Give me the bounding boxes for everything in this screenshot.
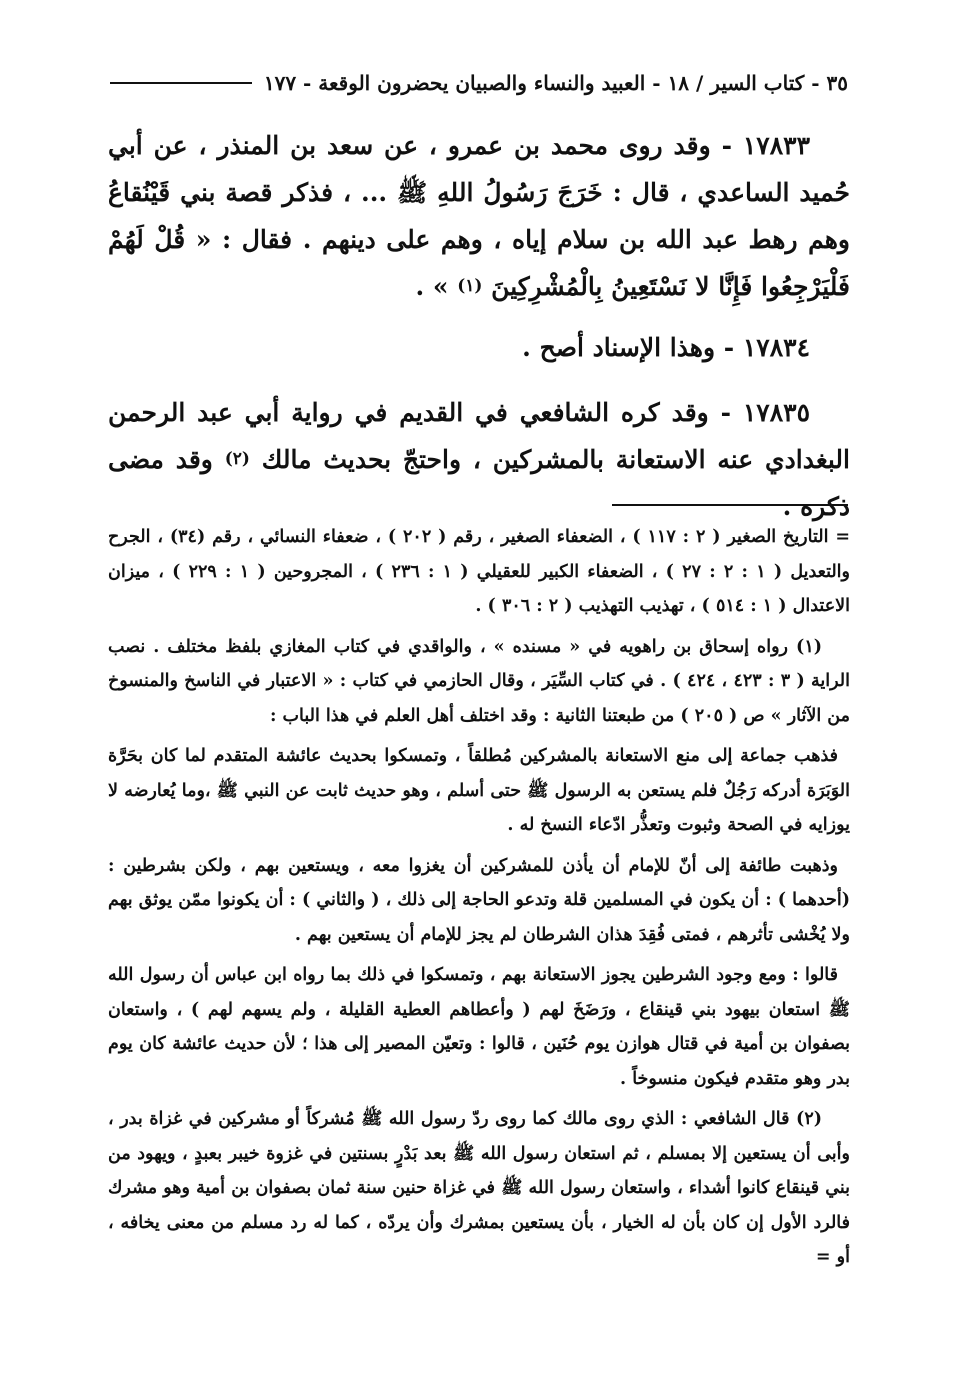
footnote-1: (١) رواه إسحاق بن راهويه في « مسنده » ، والواقدي في كتاب المغازي بلفظ مختلف . نصب الراية ( ٣ : ٤٢٣ ، ٤٢٤ ) . في كتاب السِّيَر ، وقال الحازمي في كتاب : « الاعتبار في الناسخ والمنسوخ من الآثار » ص ( ٢٠٥ ) من طبعتنا الثانية : وقد اختلف أهل العلم في هذا الباب :: [108, 636, 851, 726]
paragraph-17833-text: ١٧٨٣٣ - وقد روى محمد بن عمرو ، عن سعد بن المنذر ، عن أبي حُميد الساعدي ، قال : خَرَجَ رَسُولُ اللهِ ﷺ ... ، فذكر قصة بني قَيْنُقاعُ وهم رهط عبد الله بن سلام إياه ، وهم على دينهم . فقال : « قُلْ لَهُمْ فَلْيَرْجِعُوا فَإِنَّا لا نَسْتَعِينُ بِالْمُشْرِكِينَ: [108, 131, 850, 301]
footnotes: [108, 520, 850, 1281]
main-text: [108, 122, 850, 548]
paragraph-17834: ١٧٨٣٤ - وهذا الإسناد أصح .: [522, 333, 810, 362]
footnote-separator: [612, 504, 848, 506]
paragraph-17835-text: ١٧٨٣٥ - وقد كره الشافعي في القديم في رواية أبي عبد الرحمن البغدادي عنه الاستعانة بالمشركين ، واحتجّ بحديث مالك: [108, 398, 850, 474]
paragraph-17833: [108, 122, 850, 310]
footnote-2: (٢) قال الشافعي : الذي روى مالك كما روى ردّ رسول الله ﷺ مُشركاً أو مشركين في غزاة بدر ، وأبى أن يستعين إلا بمسلم ، ثم استعان رسول الله ﷺ بعد بَدْرٍ بسنتين في غزوة خيبر بعبدٍ ، ويهود من بني قينقاع كانوا أشداء ، واستعان رسول الله ﷺ في غزاة حنين سنة ثمان بصفوان بن أمية وهو مشرك فالرد الأول إن كان بأن له الخيار ، بأن يستعين بمشرك وأن يردّه ، كما له رد مسلم من معنى يخافه ، أو =: [108, 1109, 850, 1267]
paragraph-17835-end: وقد مضى ذكره .: [108, 445, 850, 521]
running-head-text: ٣٥ - كتاب السير / ١٨ - العبيد والنساء والصبيان يحضرون الوقعة - ١٧٧: [263, 71, 848, 95]
header-rule: [110, 82, 252, 84]
running-head: [110, 68, 848, 98]
paragraph-17833-end: » .: [415, 272, 458, 301]
footnote-ref-1: (١): [457, 276, 483, 296]
footnote-1-argument: قالوا : ومع وجود الشرطين يجوز الاستعانة بهم ، وتمسكوا في ذلك بما رواه ابن عباس أن رسول الله ﷺ استعان بيهود بني قينقاع ، ورَضَخَ لهم ( وأعطاهم العطية القليلة ، ولم يسهم لهم ) ، واستعان بصفوان بن أمية في قتال هوازن يوم حُنَين ، قالوا : وتعيّن المصير إلى هذا ؛ لأن حديث عائشة كان يوم بدر وهو متقدم فيكون منسوخاً .: [108, 965, 850, 1089]
footnote-continuation: = التاريخ الصغير ( ٢ : ١١٧ ) ، الضعفاء الصغير ، رقم ( ٢٠٢ ) ، ضعفاء النسائي ، رقم (٣٤) ، الجرح والتعديل ( ١ : ٢ : ٢٧ ) ، الضعفاء الكبير للعقيلي ( ١ : ٢٣٦ ) ، المجروحين ( ١ : ٢٢٩ ) ، ميزان الاعتدال ( ١ : ٥١٤ ) ، تهذيب التهذيب ( ٢ : ٣٠٦ ) .: [108, 527, 850, 616]
paragraph-17835: [108, 389, 850, 530]
footnote-1-second-view: وذهبت طائفة إلى أنّ للإمام أن يأذن للمشركين أن يغزوا معه ، ويستعين بهم ، ولكن بشرطين : (أحدهما ) : أن يكون في المسلمين قلة وتدعو الحاجة إلى ذلك ، ( والثاني ) : أن يكونوا ممّن يوثق بهم ولا يُخْشى تأثرهم ، فمتى فُقِدَ هذان الشرطان لم يجز للإمام أن يستعين بهم .: [108, 855, 850, 945]
footnote-ref-2: (٢): [224, 449, 250, 469]
footnote-1-first-view: فذهب جماعة إلى منع الاستعانة بالمشركين مُطلقاً ، وتمسكوا بحديث عائشة المتقدم لما كان بحَرَّة الوَبَرَة أدركه رَجُلٌ فلم يستعن به الرسول ﷺ حتى أسلم ، وهو حديث ثابت عن النبي ﷺ ،وما يُعارضه لا يوزايه في الصحة وثبوت وتعذُّر ادّعاء النسخ له .: [108, 746, 850, 835]
